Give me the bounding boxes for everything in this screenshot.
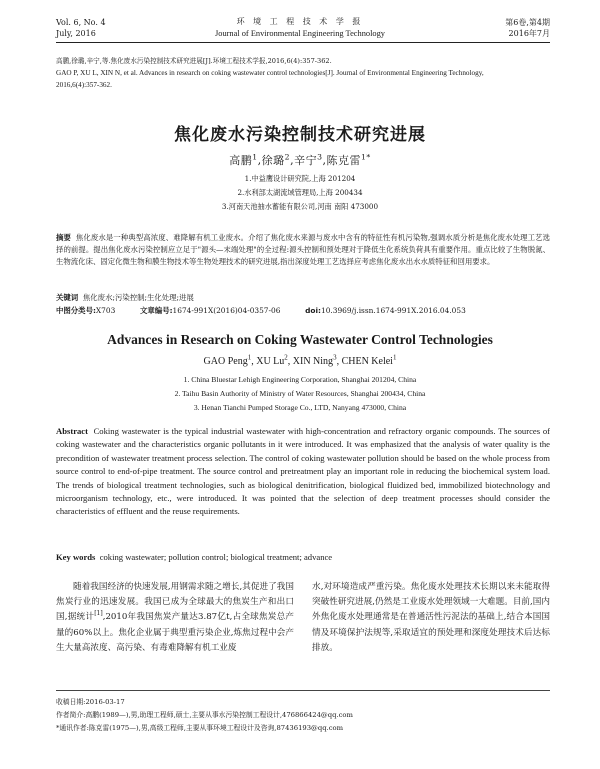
keywords-en	[56, 551, 550, 564]
abstract-en-label: Abstract	[56, 426, 88, 436]
author-cn-1: 高鹏	[229, 154, 253, 167]
body-left-text-2: ,2010年我国焦炭产量达3.87亿t,占全球焦炭总产量的60%以上。焦化企业属于典型重污染企业,炼焦过程中会产生大量高浓度、高污染、有毒难降解有机工业废	[56, 612, 294, 653]
author-en-1-sup: 1	[247, 353, 252, 362]
abstract-cn	[56, 232, 550, 268]
affiliation-cn-2: 2.水利部太湖流域管理局,上海 200434	[237, 188, 363, 197]
header-date: July, 2016	[56, 29, 96, 38]
cls-label: 中图分类号:	[56, 306, 96, 315]
affiliation-en-1: 1. China Bluestar Lehigh Engineering Corporation, Shanghai 201204, China	[183, 375, 417, 384]
keywords-cn-text: 焦化废水;污染控制;生化处理;进展	[82, 293, 194, 302]
authors-en: GAO Peng$^1$, XU Lu$^2$, XIN Ning$^3$, CHEN Kelei$^1$	[203, 353, 397, 367]
header-rule	[56, 42, 550, 43]
body-left-text: 随着我国经济的快速发展,用钢需求随之增长,其促进了我国焦炭行业的迅速发展。我国已成为全球最大的焦炭生产和出口国,据统计	[56, 582, 294, 623]
abstract-en	[56, 425, 550, 519]
title-cn: 焦化废水污染控制技术研究进展	[174, 125, 426, 145]
author-en-4-sup: 1	[392, 353, 397, 362]
header-date-cn: 2016年7月	[508, 29, 550, 38]
abstract-cn-text: 焦化废水是一种典型高浓度、难降解有机工业废水。介绍了焦化废水来源与废水中含有的特征性有机污染物,强调水质分析是焦化废水处理工艺选择的前提。提出焦化废水污染控制应立足于"源头—末端处理"的全过程:源头控制和预处理对于降低生化系统负荷具有重要作用。重点比较了生物脱氮、生物流化床、固定化微生物和膜生物技术等生物处理技术的研究进展,指出深度处理工艺选择应考虑焦化废水出水水质特征和回用要求。	[56, 233, 550, 266]
author-cn-3: 辛宁	[294, 154, 318, 167]
abstract-cn-label: 摘要	[56, 233, 71, 242]
author-cn-2-sup: 2	[284, 152, 291, 162]
author-en-3: XIN Ning	[292, 356, 334, 367]
classification-line	[56, 305, 550, 317]
keywords-en-label: Key words	[56, 552, 96, 562]
body-left-ref: [1]	[94, 610, 103, 618]
author-cn-4: 陈克雷	[326, 154, 361, 167]
cls-value: X703	[95, 306, 116, 315]
affiliation-en-2: 2. Taihu Basin Authority of Ministry of Water Resources, Shanghai 200434, China	[174, 389, 426, 398]
keywords-cn	[56, 292, 550, 304]
header-journal-cn: 环 境 工 程 技 术 学 报	[236, 17, 364, 26]
doc-label: 文章编号:	[140, 306, 173, 315]
affiliation-cn-3: 3.河南天池抽水蓄能有限公司,河南 南阳 473000	[221, 202, 379, 211]
keywords-cn-label: 关键词	[56, 293, 79, 302]
author-en-4: CHEN Kelei	[341, 356, 393, 367]
author-en-3-sup: 3	[333, 353, 337, 362]
authors-cn: 高鹏$^1$,徐璐$^2$,辛宁$^3$,陈克雷$^{1*}$	[229, 152, 371, 167]
body-right-column: 水,对环境造成严重污染。焦化废水处理技术长期以来未能取得突破性研究进展,仍然是工业废水处理领域一大难题。目前,国内外焦化废水处理通常是在普通活性污泥法的基础上,结合本国国情及环境保护法规等,采取适宜的预处理和深度处理技术后达标排放。	[312, 582, 550, 653]
citation-cn: 高鹏,徐璐,辛宁,等.焦化废水污染控制技术研究进展[J].环境工程技术学报,2016,6(4):357-362.	[56, 57, 332, 65]
footnote-author: 作者简介:高鹏(1989—),男,助理工程师,硕士,主要从事水污染控制工程设计,476866424@qq.com	[56, 711, 353, 719]
author-en-2: XU Lu	[256, 356, 285, 367]
footnote-corresponding: *通讯作者:陈克雷(1975—),男,高级工程师,主要从事环境工程设计及咨询,87436193@qq.com	[56, 724, 344, 732]
citation-en: GAO P, XU L, XIN N, et al. Advances in research on coking wastewater control technologies[J]. Journal of Environmental Engineering Technology,	[56, 69, 484, 77]
body-left-column	[56, 580, 294, 656]
doi-label: doi:	[305, 306, 321, 315]
abstract-en-text: Coking wastewater is the typical industrial wastewater with high-concentration and refractory organic compounds. The sources of coking wastewater and the characteristics organic pollutants in it were introduced. It was emphasized that the analysis of water quality is the precondition of wastewater treatment process selection. The control of coking wastewater pollution should be based on the whole process from source control to end-of-pipe treatment. The source control and pretreatment play an important role in reducing the biochemical system load. The trends of biological treatment technologies, such as biological denitrification, biological fluidized bed, immobilized biotechnology and microorganism technology, etc., were introduced. It was pointed that the selection of deep treatment processes should consider the characteristics of effluent and the reuse requirements.	[56, 426, 551, 517]
citation-en-2: 2016,6(4):357-362.	[56, 81, 112, 89]
affiliation-en-3: 3. Henan Tianchi Pumped Storage Co., LTD, Nanyang 473000, China	[193, 403, 407, 412]
author-en-1: GAO Peng	[203, 356, 248, 367]
title-en: Advances in Research on Coking Wastewater Control Technologies	[107, 332, 493, 347]
affiliation-cn-1: 1.中益鹰设计研究院,上海 201204	[244, 174, 356, 183]
author-cn-4-sup: 1*	[360, 152, 371, 162]
footnote-received: 收稿日期:2016-03-17	[56, 698, 125, 706]
doc-value: 1674-991X(2016)04-0357-06	[172, 306, 281, 315]
doi-value: 10.3969/j.issn.1674-991X.2016.04.053	[321, 306, 466, 315]
author-cn-1-sup: 1	[252, 152, 258, 162]
header-journal-en: Journal of Environmental Engineering Technology	[215, 29, 385, 38]
header-issue-cn: 第6卷,第4期	[505, 18, 550, 27]
author-cn-3-sup: 3	[317, 152, 323, 162]
author-en-2-sup: 2	[284, 353, 288, 362]
author-cn-2: 徐璐	[261, 154, 285, 167]
header-vol: Vol. 6, No. 4	[56, 18, 106, 27]
footnote-rule	[56, 690, 550, 691]
keywords-en-text: coking wastewater; pollution control; biological treatment; advance	[99, 552, 333, 562]
